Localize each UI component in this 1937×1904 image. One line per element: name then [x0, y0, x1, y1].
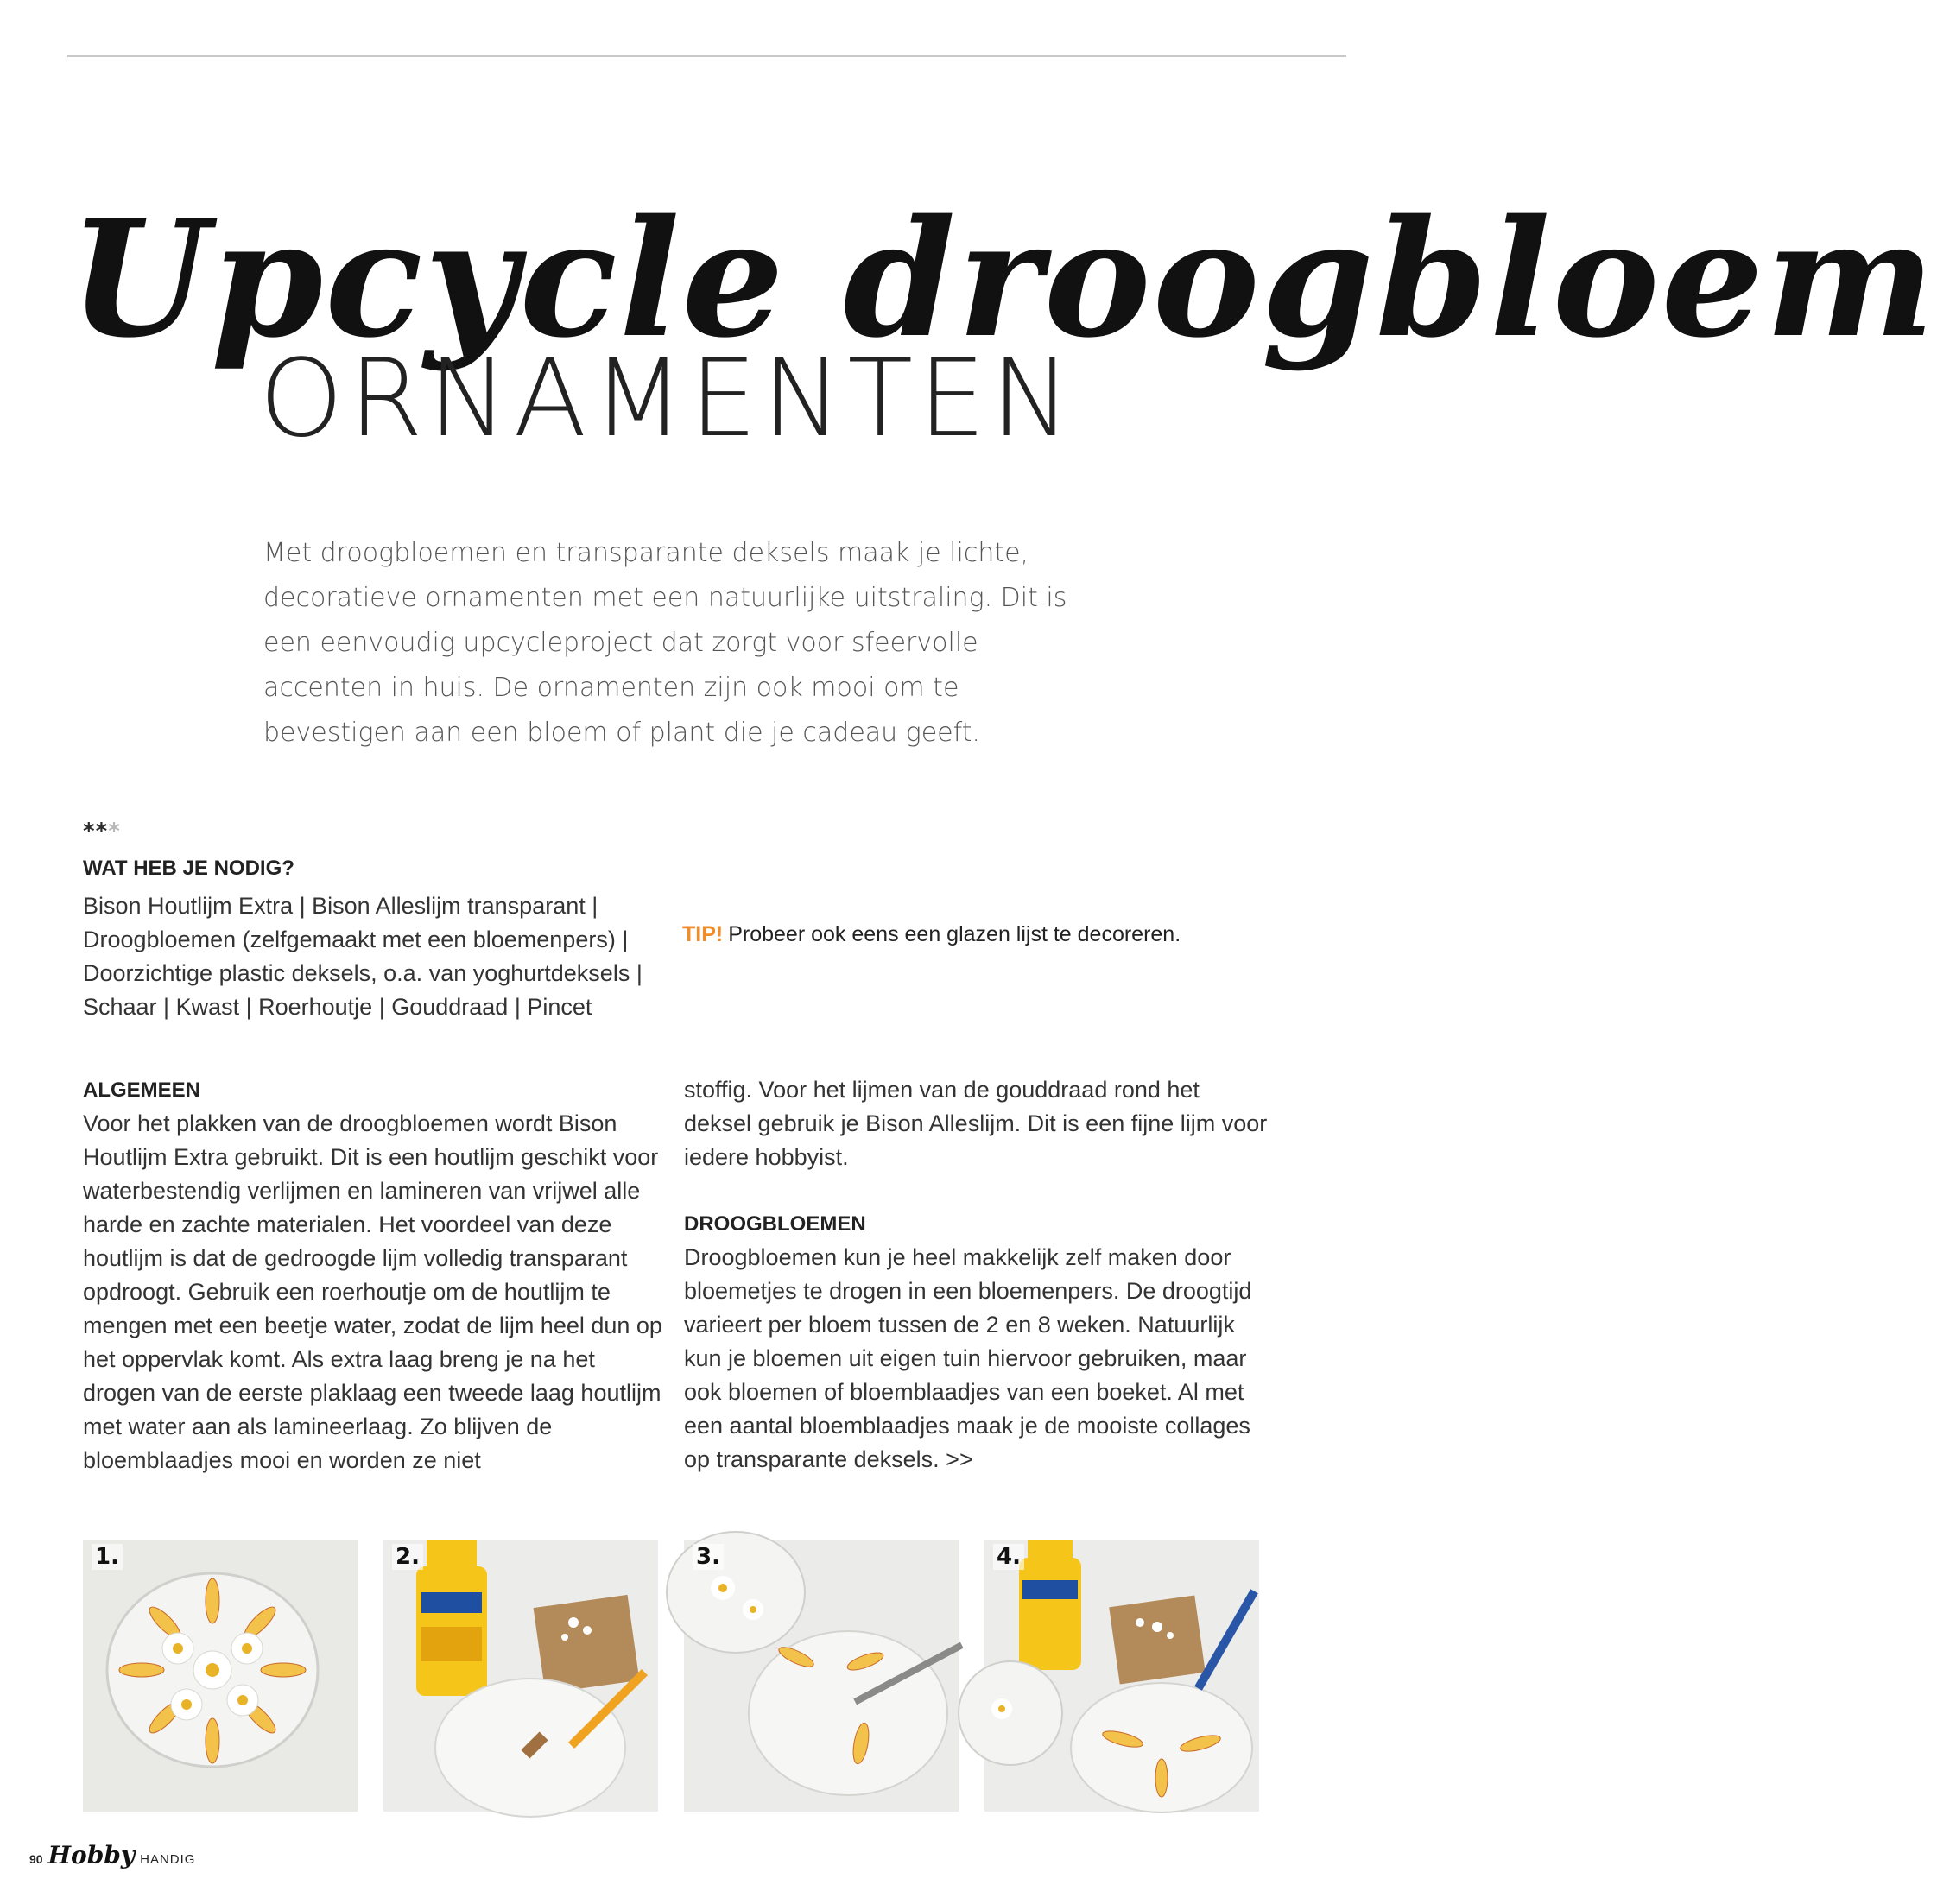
- section-heading-droogbloemen: DROOGBLOEMEN: [684, 1212, 866, 1236]
- materials-heading: WAT HEB JE NODIG?: [83, 857, 294, 880]
- step-photo-4: [984, 1540, 1259, 1812]
- tip-label: TIP!: [682, 922, 724, 946]
- top-rule: [67, 55, 1346, 57]
- section-body-droogbloemen: Droogbloemen kun je heel makkelijk zelf maken door bloemetjes te drogen in een bloemenpers. De droogtijd varieert per bloem tussen de 2 en 8 weken. Natuurlijk kun je bloemen uit eigen tuin hiervoor gebruiken, maar ook bloemen of bloemblaadjes van een boeket. Al met een aantal bloemblaadjes maak je de mooiste collages op transparante deksels. >>: [684, 1244, 1252, 1472]
- step-photo-3: [684, 1540, 959, 1812]
- page-footer: [29, 1841, 195, 1869]
- column-right: [684, 1073, 1271, 1477]
- title-caps: ORNAMENTEN: [259, 337, 1077, 461]
- laminating-layer-image: [984, 1540, 1259, 1812]
- pressed-flower-lid-image: [83, 1540, 358, 1812]
- difficulty-empty-star: *: [108, 819, 121, 844]
- magazine-logo-script: Hobby: [47, 1841, 136, 1869]
- step-photo-1: [83, 1540, 358, 1812]
- glue-bottle-brush-image: [383, 1540, 658, 1812]
- title-script: Upcycle droogbloem: [69, 183, 1937, 373]
- magazine-logo-caps: HANDIG: [140, 1852, 196, 1867]
- materials-list: Bison Houtlijm Extra | Bison Alleslijm transparant | Droogbloemen (zelfgemaakt met een bloemenpers) | Doorzichtige plastic deksels, o.a. van yoghurtdeksels | Schaar | Kwast | Roerhoutje | Gouddraad | Pincet: [83, 893, 643, 1020]
- section-body-algemeen-continued: stoffig. Voor het lijmen van de gouddraad rond het deksel gebruik je Bison Alleslijm. Dit is een fijne lijm voor iedere hobbyist.: [684, 1077, 1268, 1170]
- tweezers-petals-image: [684, 1540, 959, 1812]
- step-number-2: 2.: [392, 1544, 423, 1570]
- step-number-3: 3.: [693, 1544, 724, 1570]
- intro-text: Met droogbloemen en transparante deksels maak je lichte, decoratieve ornamenten met een natuurlijke uitstraling. Dit is een eenvoudig upcycleproject dat zorgt voor sfeervolle accenten in huis. De ornamenten zijn ook mooi om te bevestigen aan een bloem of plant die je cadeau geeft.: [263, 538, 1067, 748]
- step-number-1: 1.: [92, 1544, 123, 1570]
- section-body-algemeen: Voor het plakken van de droogbloemen wordt Bison Houtlijm Extra gebruikt. Dit is een houtlijm geschikt voor waterbestendig verlijmen en lamineren van vrijwel alle harde en zachte materialen. Het voordeel van deze houtlijm is dat de gedroogde lijm volledig transparant opdroogt. Gebruik een roerhoutje om de houtlijm te mengen met een beetje water, zodat de lijm heel dun op het oppervlak komt. Als extra laag breng je na het drogen van de eerste plaklaag een tweede laag houtlijm met water aan als lamineerlaag. Zo blijven de bloemblaadjes mooi en worden ze niet: [83, 1110, 662, 1473]
- column-left: [83, 1073, 670, 1477]
- tip-box: [682, 922, 1181, 947]
- step-number-4: 4.: [993, 1544, 1024, 1570]
- page-number: 90: [29, 1852, 43, 1866]
- tip-text: Probeer ook eens een glazen lijst te decoreren.: [728, 922, 1181, 946]
- step-photo-2: [383, 1540, 658, 1812]
- difficulty-filled-stars: **: [83, 819, 109, 844]
- section-heading-algemeen: ALGEMEEN: [83, 1079, 201, 1102]
- difficulty-rating: [83, 819, 121, 844]
